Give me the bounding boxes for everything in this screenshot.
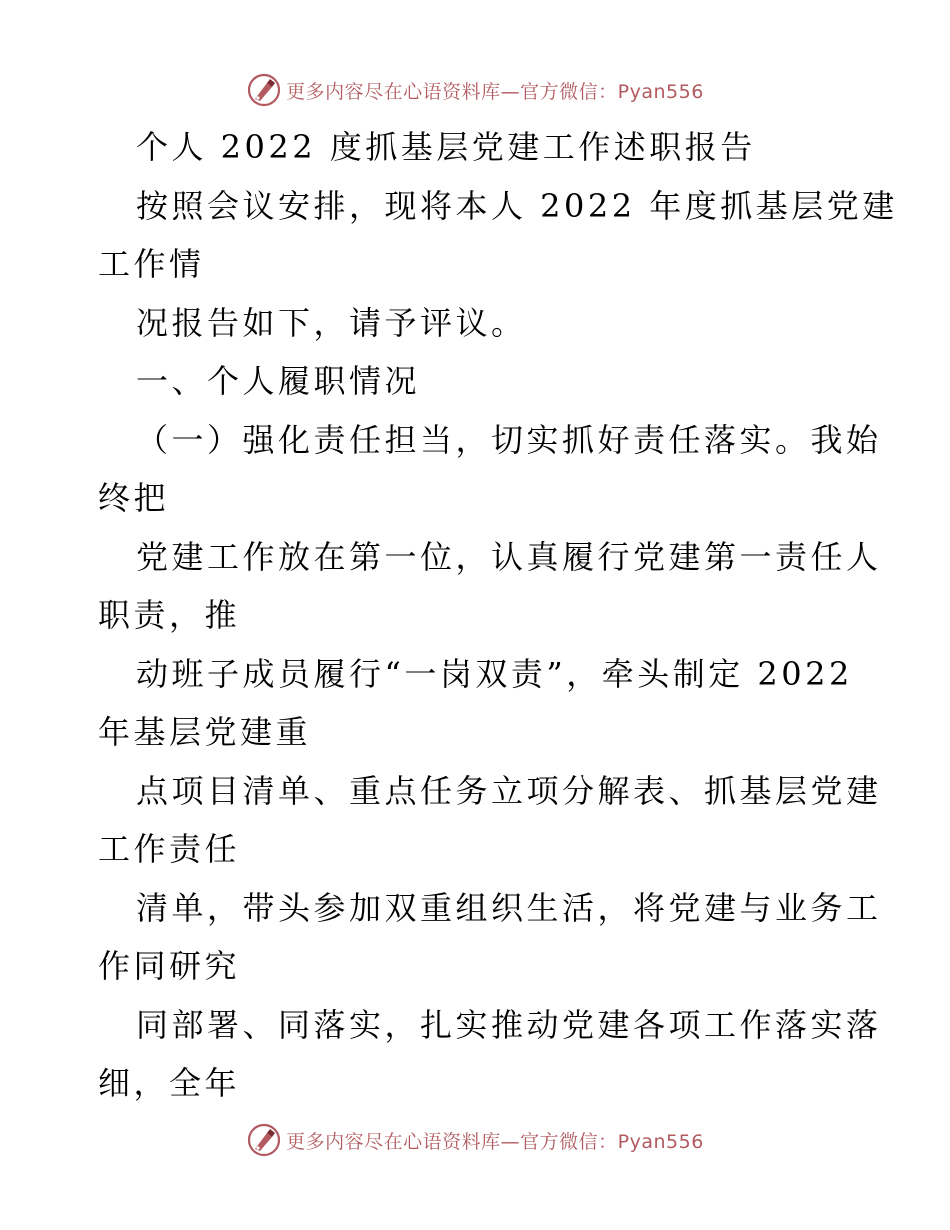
pen-nib-logo-icon (246, 72, 282, 108)
watermark-text: 更多内容尽在心语资料库—官方微信： (286, 1130, 618, 1153)
text-line: 工作责任 (98, 830, 241, 868)
watermark-text: 更多内容尽在心语资料库—官方微信： (286, 80, 618, 103)
text-line: 点项目清单、重点任务立项分解表、抓基层党建 (136, 771, 882, 810)
watermark-banner-top (0, 68, 950, 112)
text-line: 作同研究 (98, 947, 241, 985)
text-line: 工作情 (98, 245, 205, 283)
text-line: 按照会议安排，现将本人 2022 年度抓基层党建 (136, 186, 898, 225)
text-line: 党建工作放在第一位，认真履行党建第一责任人 (136, 537, 882, 576)
text-line: 细，全年 (98, 1064, 241, 1102)
text-line: 动班子成员履行“一岗双责”，牵头制定 2022 (136, 654, 853, 693)
watermark-banner-bottom (0, 1118, 950, 1162)
text-line: 一、个人履职情况 (136, 362, 421, 400)
text-line: （一）强化责任担当，切实抓好责任落实。我始 (136, 420, 882, 459)
text-line: 终把 (98, 479, 170, 517)
text-line: 清单，带头参加双重组织生活，将党建与业务工 (136, 888, 882, 927)
text-line: 同部署、同落实，扎实推动党建各项工作落实落 (136, 1005, 882, 1044)
document-body (98, 118, 898, 1113)
text-line: 职责，推 (98, 596, 241, 634)
text-line: 个人 2022 度抓基层党建工作述职报告 (136, 128, 756, 166)
watermark-wechat-id: Pyan556 (617, 80, 704, 103)
pen-nib-logo-icon (246, 1122, 282, 1158)
watermark-wechat-id: Pyan556 (617, 1130, 704, 1153)
text-line: 年基层党建重 (98, 713, 312, 751)
text-line: 况报告如下，请予评议。 (136, 303, 527, 342)
